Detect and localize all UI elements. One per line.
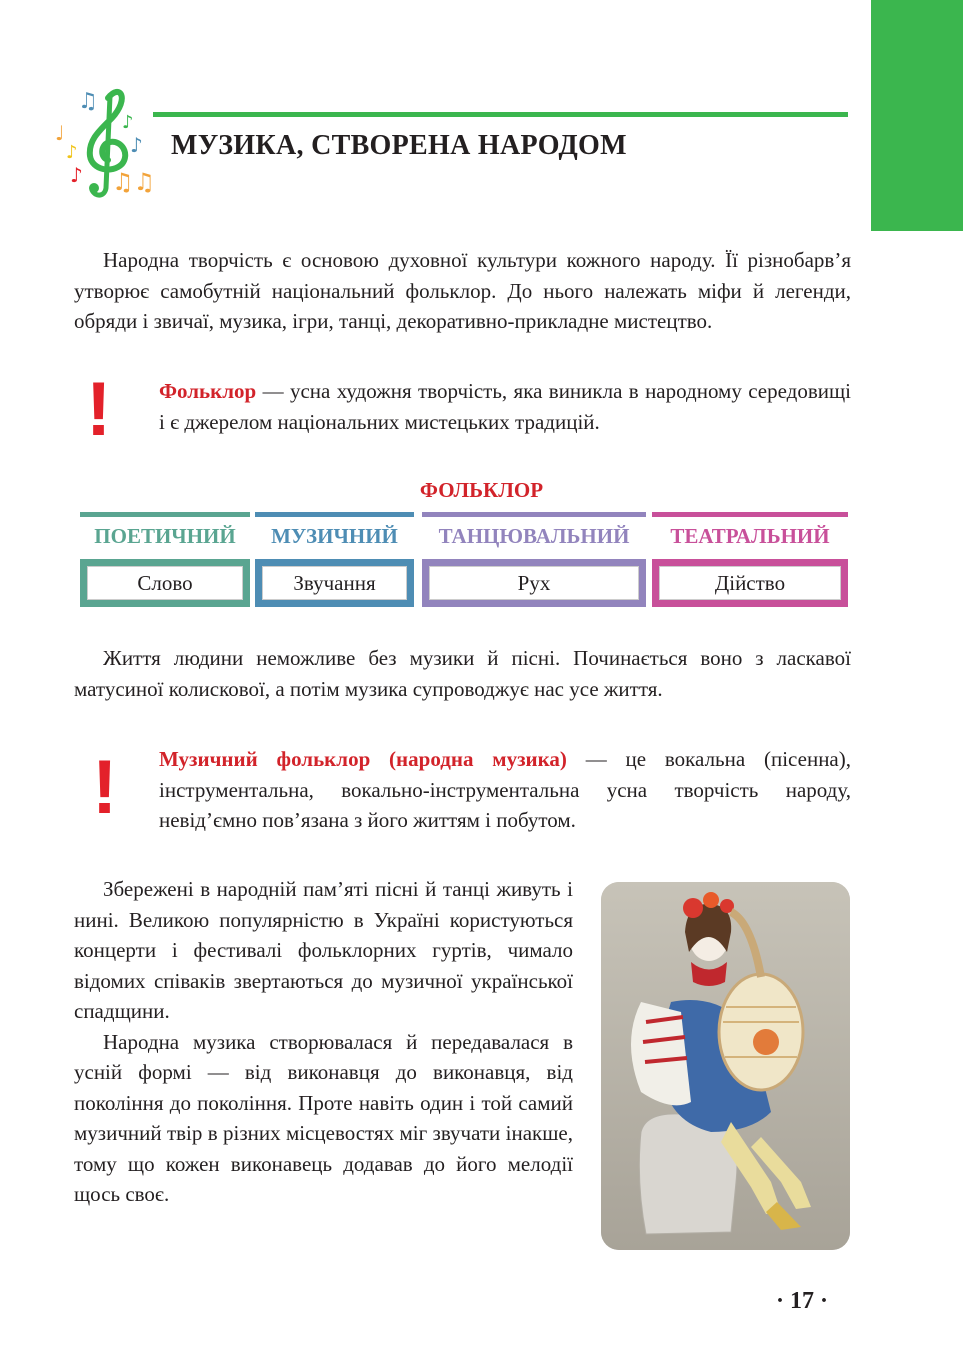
life-paragraph: Життя людини неможливе без музики й пісні. Починається воно з ласкавої матусиної колискової, а потім музика супроводжує нас усе життя. — [74, 646, 851, 701]
page-number: · 17 · — [776, 1288, 829, 1314]
svg-text:♪: ♪ — [130, 133, 143, 157]
side-paragraph: Народна музика створювалася й передавалася в усній формі — від виконавця до виконавця, від покоління до покоління. Проте навіть один і той самий музичний твір в різних місцевостях міг звучати інакше, тому що кожен виконавець додавав до його мелодії щось своє. — [74, 1029, 573, 1206]
category-box — [422, 559, 646, 607]
important-mark: ! — [92, 745, 118, 830]
definition-text: — усна художня творчість, яка виникла в народному середовищі і є джерелом національних мистецьких традицій. — [159, 379, 851, 434]
chapter-tab — [871, 0, 963, 231]
side-text — [74, 874, 573, 1210]
definition-term: Музичний фольклор (народна музика) — [159, 747, 567, 771]
side-paragraph: Збережені в народній пам’яті пісні й танці живуть і нині. Великою популярністю в Україні користуються концерти і фестивалі фольклорних гуртів, чимало відомих співаків звертаються до музичної української спадщини. — [74, 877, 573, 1023]
category-musical — [255, 512, 414, 618]
category-box — [652, 559, 848, 607]
category-dance — [422, 512, 646, 618]
definition-text: — це вокальна (пісенна), інструментальна, вокально-інструментальна усна творчість народу, невід’ємно пов’язана з його життям і побутом. — [159, 747, 851, 832]
category-poetic — [80, 512, 250, 618]
category-box — [255, 559, 414, 607]
category-line — [255, 512, 414, 517]
category-value: Рух — [429, 566, 639, 600]
svg-text:♪: ♪ — [70, 163, 83, 187]
category-label: ПОЕТИЧНИЙ — [94, 524, 236, 548]
important-mark: ! — [86, 367, 112, 452]
svg-text:♩: ♩ — [55, 121, 65, 145]
svg-text:♪: ♪ — [66, 142, 78, 163]
intro-paragraph: Народна творчість є основою духовної культури кожного народу. Її різнобарв’я утворює самобутній національний фольклор. До нього належать міфи й легенди, обряди і звичаї, музика, ігри, танці, декоративно-прикладне мистецтво. — [74, 248, 851, 333]
category-line — [422, 512, 646, 517]
svg-text:♫♫: ♫♫ — [112, 168, 156, 196]
page-title: МУЗИКА, СТВОРЕНА НАРОДОМ — [171, 130, 627, 161]
bandura-player-figurine-image — [601, 882, 850, 1250]
category-value: Дійство — [659, 566, 841, 600]
category-line — [652, 512, 848, 517]
category-label: ТЕАТРАЛЬНИЙ — [670, 524, 830, 548]
title-rule — [153, 112, 848, 117]
category-line — [80, 512, 250, 517]
folklore-diagram-title: ФОЛЬКЛОР — [419, 478, 544, 502]
category-value: Звучання — [262, 566, 407, 600]
category-value: Слово — [87, 566, 243, 600]
definition-term: Фольклор — [159, 379, 257, 403]
svg-text:♪: ♪ — [122, 112, 134, 133]
category-box — [80, 559, 250, 607]
definition-music-folklore — [159, 744, 851, 836]
category-theatre — [652, 512, 848, 618]
definition-folklore — [159, 376, 851, 437]
category-label: МУЗИЧНИЙ — [271, 524, 398, 548]
treble-clef-notes-icon — [50, 78, 160, 203]
category-label: ТАНЦЮВАЛЬНИЙ — [438, 524, 630, 548]
svg-text:♫: ♫ — [78, 89, 98, 114]
